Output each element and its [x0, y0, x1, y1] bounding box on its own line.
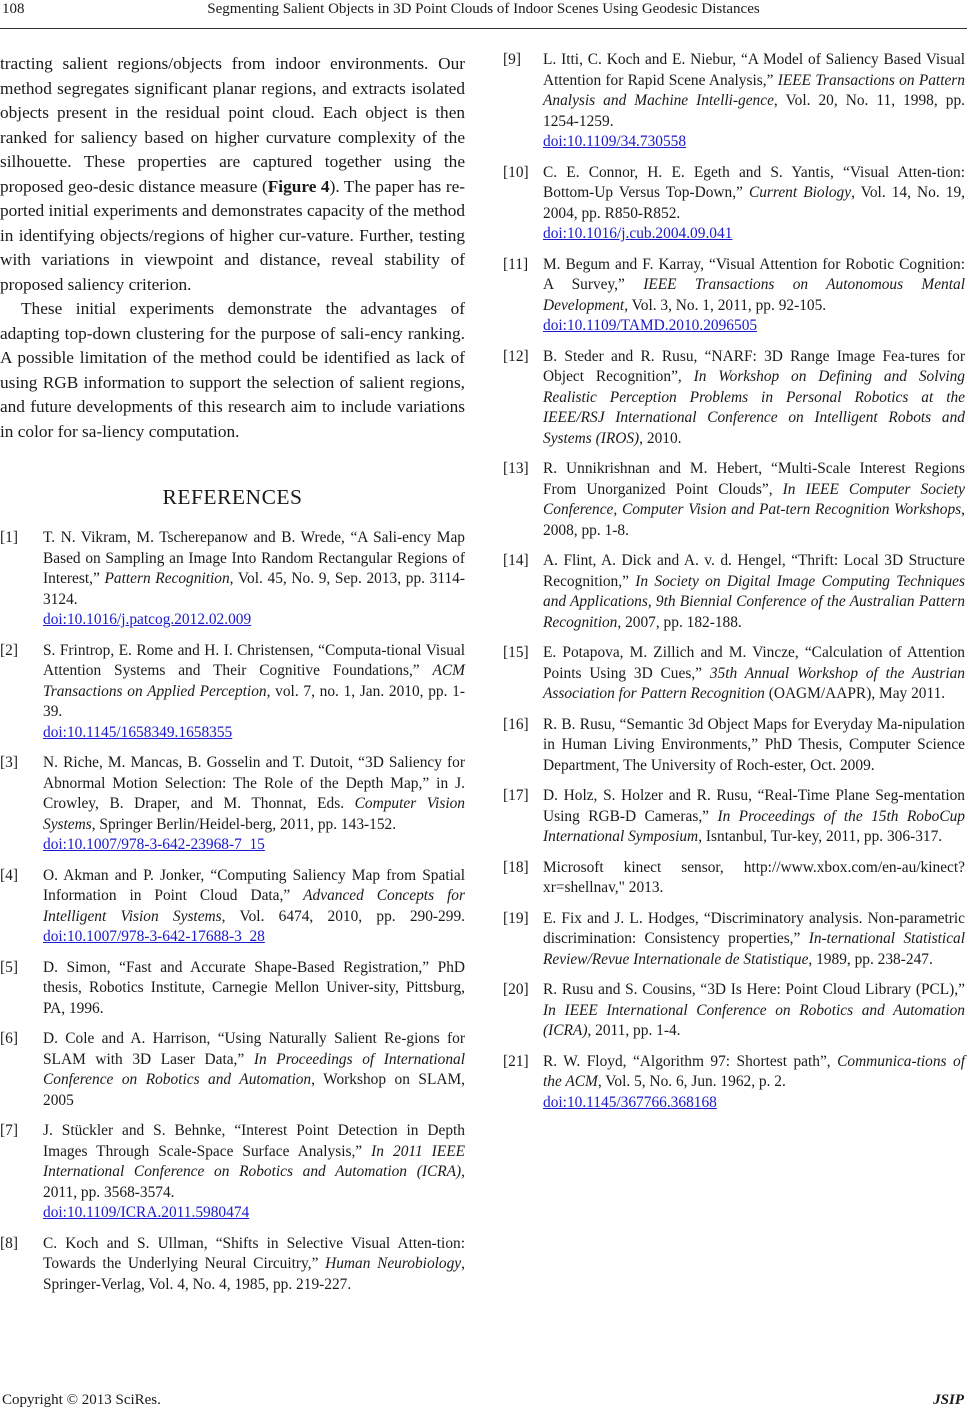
- reference-item: [503, 347, 965, 450]
- reference-venue: Computer Vision Systems: [43, 795, 465, 833]
- doi-link[interactable]: doi:10.1109/34.730558: [543, 133, 687, 150]
- reference-details: , Isntanbul, Tur-key, 2011, pp. 306-317.: [698, 828, 943, 845]
- reference-item: [0, 641, 465, 744]
- reference-authors-title: R. B. Rusu, “Semantic 3d Object Maps for Everyday Ma-nipulation in Human Living Environments,” PhD Thesis, Computer Science Department, The University of Roch-ester, Oct. 2009.: [543, 715, 965, 774]
- reference-text: [43, 528, 465, 631]
- reference-item: [503, 786, 965, 848]
- page-header: [0, 0, 967, 29]
- reference-text: [543, 980, 965, 1042]
- reference-details: , Vol. 14, No. 19, 2004, pp. R850-R852.: [543, 184, 966, 222]
- reference-number: [8]: [0, 1234, 18, 1252]
- reference-item: [503, 1052, 965, 1114]
- reference-number: [5]: [0, 958, 18, 976]
- reference-item: [0, 1029, 465, 1111]
- reference-authors-title: M. Begum and F. Karray, “Visual Attention for Robotic Cognition: A Survey,”: [543, 255, 965, 293]
- reference-item: [0, 1121, 465, 1224]
- reference-authors-title: D. Cole and A. Harrison, “Using Naturally Salient Re-gions for SLAM with 3D Laser Data,”: [43, 1030, 465, 1068]
- reference-authors-title: O. Akman and P. Jonker, “Computing Saliency Map from Spatial Information in Point Cloud Data,”: [43, 866, 465, 904]
- reference-details: , 2008, pp. 1-8.: [543, 501, 965, 539]
- doi-link[interactable]: doi:10.1145/367766.368168: [543, 1093, 717, 1111]
- reference-authors-title: A. Flint, A. Dick and A. v. d. Hengel, “Thrift: Local 3D Structure Recognition,”: [543, 552, 965, 590]
- reference-authors-title: B. Steder and R. Rusu, “NARF: 3D Range Image Fea-tures for Object Recognition”,: [543, 347, 965, 385]
- reference-item: [503, 715, 965, 777]
- paragraph-text: tracting salient regions/objects from indoor environments. Our method segregates significant planar regions, and extracts isolated objects present in the residual point cloud. Each object is then ranked for saliency based on higher curvature complexity of the silhouette. These properties are captured together using the proposed geo-desic distance measure (: [0, 54, 465, 196]
- reference-details: , 1989, pp. 238-247.: [808, 950, 933, 968]
- reference-venue: In-ternational Statistical Review/Revue Internationale de Statistique: [543, 930, 966, 968]
- reference-details: (OAGM/AAPR), May 2011.: [764, 685, 946, 702]
- reference-details: , 2010.: [639, 429, 682, 447]
- reference-details: , 2007, pp. 182-188.: [617, 613, 742, 631]
- reference-authors-title: R. Rusu and S. Cousins, “3D Is Here: Point Cloud Library (PCL),”: [543, 981, 965, 998]
- reference-item: [503, 980, 965, 1042]
- reference-authors-title: L. Itti, C. Koch and E. Niebur, “A Model of Saliency Based Visual Attention for Rapid Scene Analysis,”: [543, 51, 965, 89]
- reference-venue: In Proceedings of the 15th RoboCup International Symposium: [543, 807, 965, 845]
- reference-number: [4]: [0, 866, 18, 884]
- reference-details: , Vol. 45, No. 9, Sep. 2013, pp. 3114-3124.: [43, 570, 465, 608]
- copyright-notice: Copyright © 2013 SciRes.: [2, 1392, 161, 1408]
- journal-name: JSIP: [933, 1392, 964, 1408]
- reference-text: [543, 551, 965, 633]
- reference-text: [43, 1121, 465, 1224]
- reference-item: [503, 551, 965, 633]
- reference-number: [12]: [503, 347, 529, 365]
- left-column: [0, 52, 465, 1305]
- reference-text: [43, 958, 465, 1020]
- reference-item: [0, 1234, 465, 1296]
- reference-text: [43, 866, 465, 948]
- reference-item: [503, 909, 965, 971]
- doi-link[interactable]: doi:10.1016/j.patcog.2012.02.009: [43, 611, 252, 628]
- reference-authors-title: C. E. Connor, H. E. Egeth and S. Yantis, “Visual Atten-tion: Bottom-Up Versus Top-Down,”: [543, 163, 965, 201]
- reference-item: [0, 753, 465, 856]
- reference-details: , Vol. 20, No. 11, 1998, pp. 1254-1259.: [543, 92, 965, 130]
- reference-venue: In IEEE International Conference on Robotics and Automation (ICRA): [543, 1001, 965, 1039]
- reference-details: , 2011, pp. 1-4.: [587, 1022, 681, 1039]
- reference-list-left: [0, 528, 465, 1295]
- reference-venue: IEEE Transactions on Autonomous Mental Development: [543, 276, 965, 314]
- conclusion-paragraph-1: [0, 52, 465, 297]
- reference-details: , Springer Berlin/Heidel-berg, 2011, pp. 143-152.: [91, 815, 397, 833]
- reference-authors-title: E. Fix and J. L. Hodges, “Discriminatory analysis. Non-parametric discrimination: Consistency properties,”: [543, 909, 965, 947]
- reference-text: [543, 1052, 965, 1114]
- reference-authors-title: D. Simon, “Fast and Accurate Shape-Based Registration,” PhD thesis, Robotics Institute, Carnegie Mellon Univer-sity, Pittsburg, PA, 1996.: [43, 958, 465, 1017]
- reference-number: [20]: [503, 981, 529, 998]
- reference-venue: Communica-tions of the ACM: [543, 1052, 965, 1090]
- doi-link[interactable]: doi:10.1007/978-3-642-17688-3_28: [43, 928, 265, 945]
- reference-details: , 2011, pp. 3568-3574.: [43, 1163, 465, 1201]
- references-heading: REFERENCES: [162, 485, 303, 509]
- reference-venue: 35th Annual Workshop of the Austrian Association for Pattern Recognition: [543, 664, 965, 702]
- reference-number: [10]: [503, 163, 529, 181]
- reference-number: [21]: [503, 1052, 529, 1070]
- doi-link[interactable]: doi:10.1109/ICRA.2011.5980474: [43, 1204, 250, 1221]
- reference-number: [19]: [503, 909, 529, 927]
- reference-text: [543, 858, 965, 899]
- reference-venue: Current Biology: [748, 184, 852, 201]
- reference-text: [543, 909, 965, 971]
- reference-text: [43, 753, 465, 856]
- doi-link[interactable]: doi:10.1109/TAMD.2010.2096505: [543, 317, 758, 334]
- running-title: Segmenting Salient Objects in 3D Point Clouds of Indoor Scenes Using Geodesic Distances: [207, 1, 760, 17]
- reference-text: [543, 50, 965, 153]
- reference-details: , Vol. 5, No. 6, Jun. 1962, p. 2.: [597, 1073, 786, 1090]
- reference-text: [543, 163, 965, 245]
- doi-link[interactable]: doi:10.1016/j.cub.2004.09.041: [543, 225, 733, 242]
- reference-venue: Advanced Concepts for Intelligent Vision Systems: [43, 887, 465, 925]
- reference-item: [503, 255, 965, 337]
- reference-authors-title: T. N. Vikram, M. Tscherepanow and B. Wrede, “A Sali-ency Map Based on Sampling an Image Into Random Rectangular Regions of Interest,”: [43, 529, 465, 587]
- reference-venue: In Society on Digital Image Computing Techniques and Applications, 9th Biennial Conference of the Australian Pattern Recognition: [543, 572, 965, 631]
- reference-item: [503, 643, 965, 705]
- figure-reference[interactable]: Figure 4: [267, 176, 330, 196]
- reference-text: [543, 715, 965, 777]
- reference-text: [543, 459, 965, 541]
- reference-text: [43, 641, 465, 744]
- reference-list-right: [503, 50, 965, 1123]
- reference-number: [14]: [503, 552, 529, 569]
- reference-item: [503, 459, 965, 541]
- reference-venue: Pattern Recognition: [104, 570, 230, 587]
- reference-venue: Human Neurobiology: [325, 1255, 462, 1272]
- doi-link[interactable]: doi:10.1007/978-3-642-23968-7_15: [43, 836, 265, 853]
- reference-number: [7]: [0, 1122, 18, 1139]
- reference-number: [13]: [503, 460, 529, 477]
- reference-text: [543, 643, 965, 705]
- reference-number: [18]: [503, 858, 529, 876]
- reference-authors-title: Microsoft kinect sensor, http://www.xbox.com/en-au/kinect?xr=shellnav," 2013.: [543, 858, 965, 896]
- reference-item: [0, 958, 465, 1020]
- reference-number: [15]: [503, 644, 529, 661]
- paragraph-text: ). The paper has re-ported initial experiments and demonstrates capacity of the method in identifying objects/regions of higher cur-vature. Further, testing with variations in viewpoint and distance, reveal stability of proposed saliency criterion.: [0, 176, 466, 294]
- reference-number: [3]: [0, 754, 18, 771]
- reference-item: [503, 50, 965, 153]
- page-number: 108: [2, 1, 25, 17]
- reference-authors-title: J. Stückler and S. Behnke, “Interest Point Detection in Depth Images Through Scale-Space Surface Analysis,”: [43, 1122, 465, 1160]
- reference-number: [9]: [503, 51, 521, 68]
- reference-venue: IEEE Transactions on Pattern Analysis and Machine Intelli-gence: [543, 71, 965, 109]
- reference-details: , Vol. 3, No. 1, 2011, pp. 92-105.: [624, 296, 827, 314]
- reference-number: [1]: [0, 529, 18, 546]
- reference-venue: In Proceedings of International Conference on Robotics and Automation: [43, 1050, 465, 1088]
- reference-text: [543, 786, 965, 848]
- reference-authors-title: R. W. Floyd, “Algorithm 97: Shortest path”,: [543, 1052, 838, 1070]
- reference-authors-title: S. Frintrop, E. Rome and H. I. Christensen, “Computa-tional Visual Attention Systems and Their Cognitive Foundations,”: [43, 641, 465, 679]
- reference-number: [17]: [503, 787, 529, 804]
- reference-authors-title: E. Potapova, M. Zillich and M. Vincze, “Calculation of Attention Points Using 3D Cues,”: [543, 644, 965, 682]
- reference-text: [543, 347, 965, 450]
- reference-number: [16]: [503, 715, 529, 733]
- reference-venue: ACM Transactions on Applied Perception: [43, 662, 465, 700]
- page-footer: [0, 1392, 967, 1412]
- reference-item: [503, 858, 965, 899]
- reference-authors-title: R. Unnikrishnan and M. Hebert, “Multi-Scale Interest Regions From Unorganized Point Clouds”,: [543, 460, 965, 498]
- reference-authors-title: D. Holz, S. Holzer and R. Rusu, “Real-Time Plane Seg-mentation Using RGB-D Cameras,”: [543, 787, 965, 825]
- reference-authors-title: N. Riche, M. Mancas, B. Gosselin and T. Dutoit, “3D Saliency for Abnormal Motion Selection: The Role of the Depth Map,” in J. Crowley, B. Draper, and M. Thonnat, Eds.: [43, 754, 465, 812]
- reference-text: [43, 1029, 465, 1111]
- reference-venue: In Workshop on Defining and Solving Realistic Perception Problems in Personal Robotics at the IEEE/RSJ International Conference on Intelligent Robots and Systems (IROS): [543, 368, 965, 447]
- reference-authors-title: C. Koch and S. Ullman, “Shifts in Selective Visual Atten-tion: Towards the Underlying Neural Circuitry,”: [43, 1234, 465, 1272]
- reference-details: , Vol. 6474, 2010, pp. 290-299.: [221, 907, 465, 925]
- reference-venue: In IEEE Computer Society Conference, Computer Vision and Pat-tern Recognition Workshops: [543, 480, 965, 518]
- reference-text: [43, 1234, 465, 1296]
- reference-number: [6]: [0, 1030, 18, 1047]
- reference-details: , Springer-Verlag, Vol. 4, No. 4, 1985, pp. 219-227.: [43, 1255, 465, 1293]
- conclusion-paragraph-2: These initial experiments demonstrate the advantages of adapting top-down clustering for the purpose of sali-ency ranking. A possible limitation of the method could be identified as lack of using RGB information to support the selection of salient regions, and future developments of this research aim to include variations in color for sa-liency computation.: [0, 299, 465, 441]
- reference-details: , vol. 7, no. 1, Jan. 2010, pp. 1-39.: [43, 682, 465, 720]
- reference-text: [543, 255, 965, 337]
- reference-details: , Workshop on SLAM, 2005: [43, 1071, 466, 1109]
- reference-item: [0, 866, 465, 948]
- reference-item: [0, 528, 465, 631]
- reference-venue: In 2011 IEEE International Conference on Robotics and Automation (ICRA): [43, 1142, 465, 1180]
- reference-number: [2]: [0, 641, 18, 659]
- doi-link[interactable]: doi:10.1145/1658349.1658355: [43, 723, 233, 741]
- reference-item: [503, 163, 965, 245]
- reference-number: [11]: [503, 255, 529, 273]
